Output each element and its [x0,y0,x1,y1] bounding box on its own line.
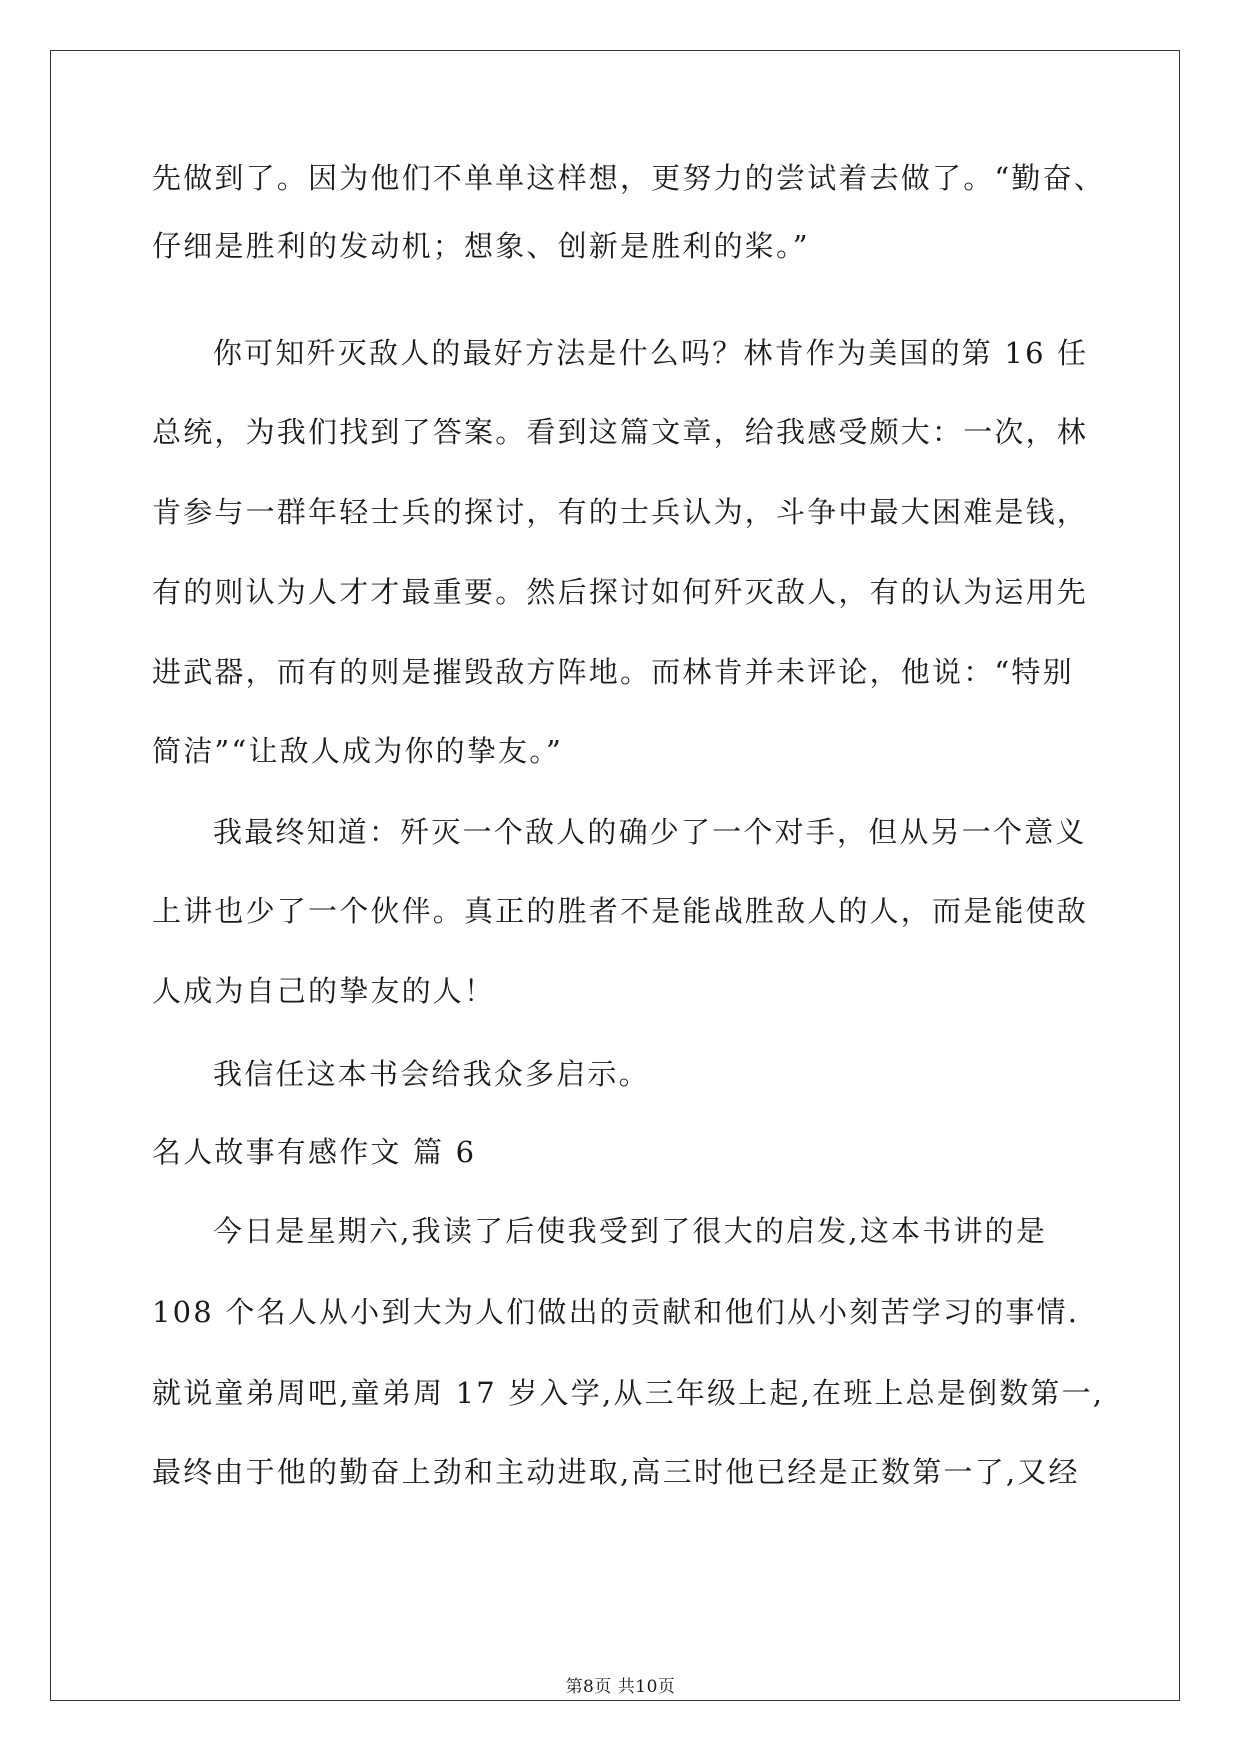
text-line: 进武器，而有的则是摧毁敌方阵地。而林肯并未评论，他说：“特别 [152,655,1074,689]
text-line: 有的则认为人才才最重要。然后探讨如何歼灭敌人，有的认为运用先 [152,575,1089,609]
text-line: 就说童弟周吧,童弟周 17 岁入学,从三年级上起,在班上总是倒数第一, [152,1376,1105,1410]
text-line: 先做到了。因为他们不单单这样想，更努力的尝试着去做了。“勤奋、 [152,161,1106,195]
text-line: 简洁”“让敌人成为你的挚友。” [152,734,563,768]
text-line: 人成为自己的挚友的人！ [152,974,496,1008]
text-line: 108 个名人从小到大为人们做出的贡献和他们从小刻苦学习的事情. [152,1295,1080,1329]
text-line: 今日是星期六,我读了后使我受到了很大的启发,这本书讲的是 [213,1214,1048,1248]
page-number-footer: 第8页 共10页 [565,1677,676,1697]
section-heading: 名人故事有感作文 篇 6 [152,1135,477,1169]
text-line: 我最终知道：歼灭一个敌人的确少了一个对手，但从另一个意义 [213,815,1087,849]
text-line: 肯参与一群年轻士兵的探讨，有的士兵认为，斗争中最大困难是钱， [152,495,1089,529]
text-line: 最终由于他的勤奋上劲和主动进取,高三时他已经是正数第一了,又经 [152,1455,1080,1489]
text-line: 上讲也少了一个伙伴。真正的胜者不是能战胜敌人的人，而是能使敌 [152,894,1089,928]
text-line: 你可知歼灭敌人的最好方法是什么吗？林肯作为美国的第 16 任 [213,336,1089,370]
text-line: 我信任这本书会给我众多启示。 [213,1057,650,1091]
text-line: 仔细是胜利的发动机；想象、创新是胜利的桨。” [152,229,810,263]
text-line: 总统，为我们找到了答案。看到这篇文章，给我感受颇大：一次，林 [152,415,1089,449]
